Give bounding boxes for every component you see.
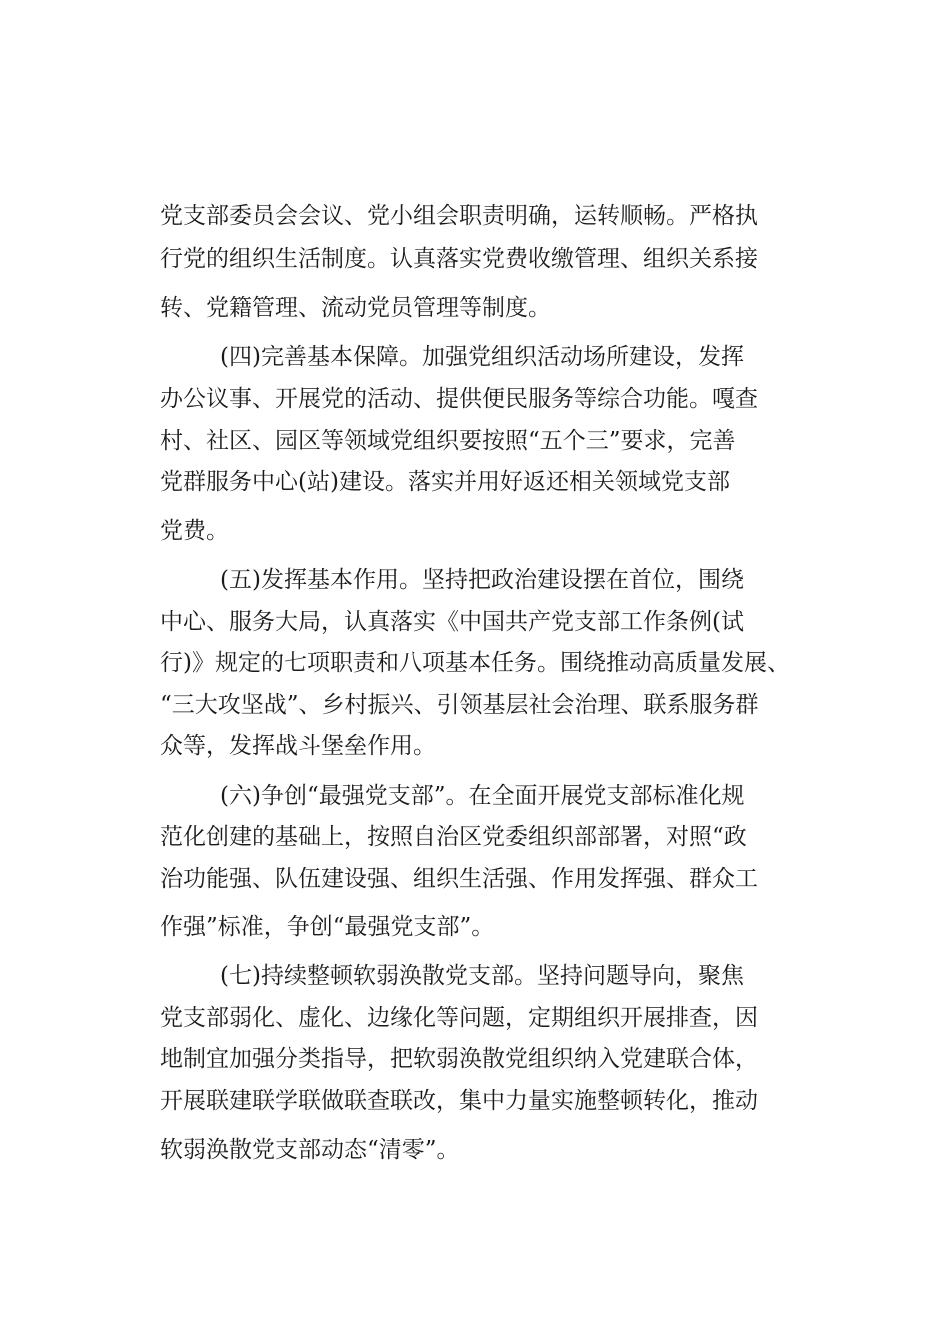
paragraph-line: 党支部委员会会议、党小组会职责明确，运转顺畅。严格执 bbox=[160, 203, 758, 229]
paragraph-line: 转、党籍管理、流动党员管理等制度。 bbox=[160, 295, 551, 321]
section-heading-line: (四)完善基本保障。加强党组织活动场所建设，发挥 bbox=[220, 344, 744, 370]
paragraph-line: 中心、服务大局，认真落实《中国共产党支部工作条例(试 bbox=[160, 609, 744, 635]
paragraph-line: 村、社区、园区等领域党组织要按照“五个三”要求，完善 bbox=[160, 428, 736, 454]
paragraph-line: 党费。 bbox=[160, 518, 229, 544]
paragraph-line: 软弱涣散党支部动态“清零”。 bbox=[160, 1137, 460, 1163]
paragraph-line: “三大攻坚战”、乡村振兴、引领基层社会治理、联系服务群 bbox=[160, 692, 759, 718]
section-heading-line: (六)争创“最强党支部”。在全面开展党支部标准化规 bbox=[220, 783, 745, 809]
paragraph-line: 党群服务中心(站)建设。落实并用好返还相关领域党支部 bbox=[160, 469, 730, 495]
paragraph-line: 行党的组织生活制度。认真落实党费收缴管理、组织关系接 bbox=[160, 246, 758, 272]
paragraph-line: 治功能强、队伍建设强、组织生活强、作用发挥强、群众工 bbox=[160, 866, 758, 892]
paragraph-line: 党支部弱化、虚化、边缘化等问题，定期组织开展排查，因 bbox=[160, 1005, 758, 1031]
section-heading-line: (五)发挥基本作用。坚持把政治建设摆在首位，围绕 bbox=[220, 567, 744, 593]
paragraph-line: 众等，发挥战斗堡垒作用。 bbox=[160, 733, 436, 759]
paragraph-line: 作强”标准，争创“最强党支部”。 bbox=[160, 914, 495, 940]
paragraph-line: 地制宜加强分类指导，把软弱涣散党组织纳入党建联合体， bbox=[160, 1046, 758, 1072]
paragraph-line: 开展联建联学联做联查联改，集中力量实施整顿转化，推动 bbox=[160, 1088, 758, 1114]
paragraph-line: 办公议事、开展党的活动、提供便民服务等综合功能。嘎查 bbox=[160, 386, 758, 412]
section-heading-line: (七)持续整顿软弱涣散党支部。坚持问题导向，聚焦 bbox=[220, 963, 744, 989]
paragraph-line: 范化创建的基础上，按照自治区党委组织部部署，对照“政 bbox=[160, 824, 747, 850]
paragraph-line: 行)》规定的七项职责和八项基本任务。围绕推动高质量发展、 bbox=[160, 650, 790, 676]
